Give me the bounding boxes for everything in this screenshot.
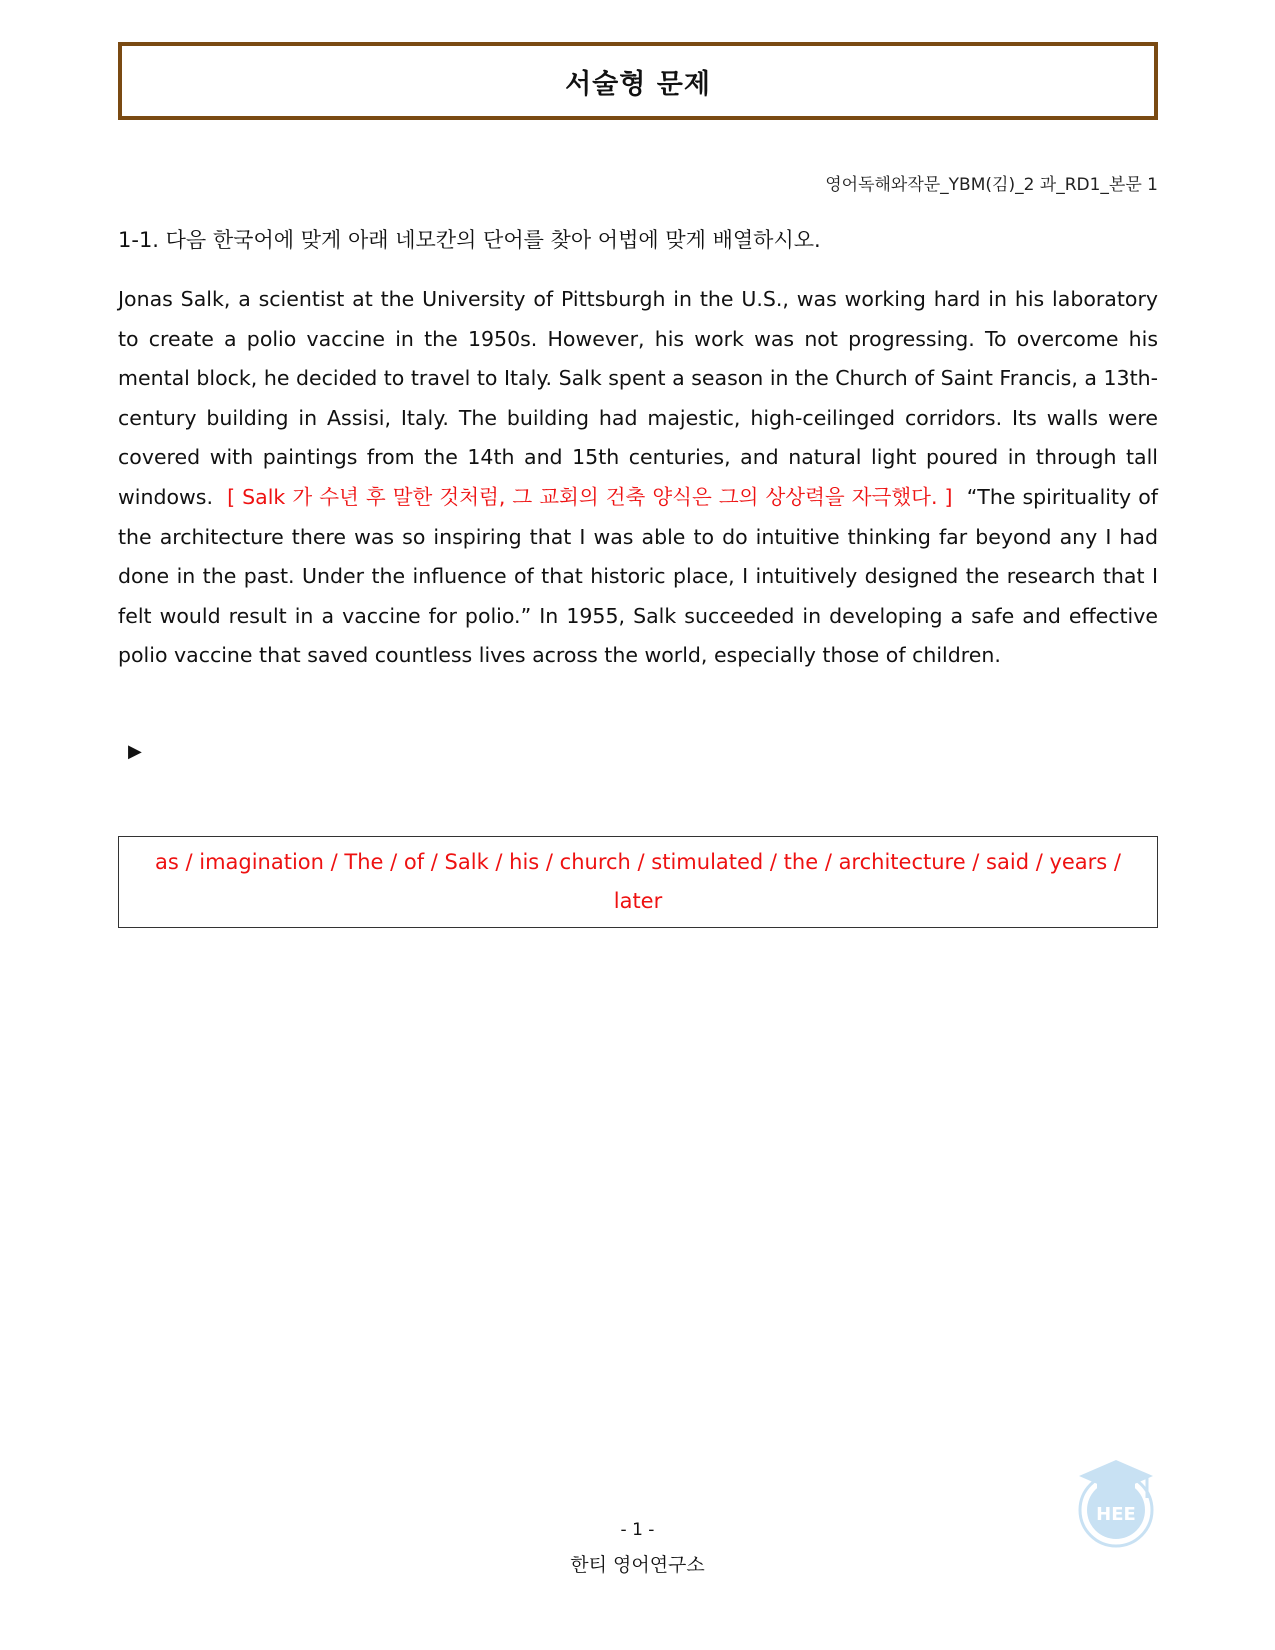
hee-logo-icon (1075, 1458, 1157, 1548)
page-number: - 1 - (620, 1520, 655, 1540)
passage-highlight: [ Salk 가 수년 후 말한 것처럼, 그 교회의 건축 양식은 그의 상상력을 자극했다. ] (227, 484, 953, 509)
reading-passage (118, 280, 1158, 676)
word-bank-text: as / imagination / The / of / Salk / his / church / stimulated / the / architecture / said / years / later (155, 850, 1121, 913)
word-bank-box (118, 836, 1158, 928)
logo-text: HEE (1096, 1504, 1136, 1525)
source-label: 영어독해와작문_YBM(김)_2 과_RD1_본문 1 (825, 175, 1158, 195)
passage-text-after: “The spirituality of the architecture there was so inspiring that I was able to do intuitive thinking far beyond any I had done in the past. Under the influence of that historic place, I intuitively designed the research that I felt would result in a vaccine for polio.” In 1955, Salk succeeded in developing a safe and effective polio vaccine that saved countless lives across the world, especially those of children. (118, 484, 1158, 668)
footer-organization: 한티 영어연구소 (570, 1554, 705, 1576)
page-title: 서술형 문제 (565, 68, 711, 100)
question-instruction: 1-1. 다음 한국어에 맞게 아래 네모칸의 단어를 찾아 어법에 맞게 배열하시오. (118, 228, 821, 252)
answer-arrow-icon: ▶ (128, 741, 142, 762)
passage-text-before: Jonas Salk, a scientist at the University of Pittsburgh in the U.S., was working hard in his laboratory to create a polio vaccine in the 1950s. However, his work was not progressing. To overcome his mental block, he decided to travel to Italy. Salk spent a season in the Church of Saint Francis, a 13th-century building in Assisi, Italy. The building had majestic, high-ceilinged corridors. Its walls were covered with paintings from the 14th and 15th centuries, and natural light poured in through tall windows. (118, 287, 1158, 509)
title-box (118, 42, 1158, 120)
